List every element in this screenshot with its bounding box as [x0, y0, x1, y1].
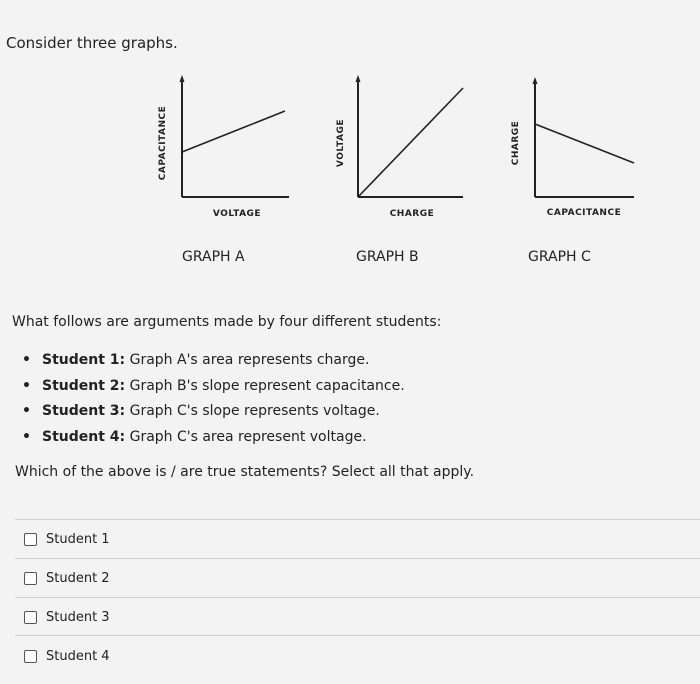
student-label: Student 4: — [42, 428, 126, 445]
option-label: Student 1 — [46, 532, 110, 547]
option-student-4[interactable] — [24, 649, 110, 664]
graph-c-y-arrow — [533, 77, 538, 84]
checkbox[interactable] — [24, 650, 37, 663]
student-label: Student 2: — [42, 377, 126, 394]
option-student-2[interactable] — [24, 571, 110, 586]
graph-b-xlabel: CHARGE — [389, 209, 435, 219]
intro-text: Consider three graphs. — [6, 34, 178, 52]
graph-c — [511, 77, 634, 218]
checkbox[interactable] — [24, 533, 37, 546]
arguments-list — [22, 348, 405, 450]
divider — [15, 597, 700, 598]
student-label: Student 1: — [42, 352, 126, 368]
bullet: • — [22, 403, 31, 419]
divider — [15, 635, 700, 636]
argument-text: Graph C's slope represents voltage. — [129, 403, 380, 419]
option-student-3[interactable] — [24, 610, 110, 625]
graph-a-title: GRAPH A — [182, 249, 245, 265]
option-label: Student 2 — [46, 571, 110, 586]
graph-a-ylabel: CAPACITANCE — [158, 105, 168, 181]
argument-text: Graph B's slope represent capacitance. — [129, 377, 405, 394]
argument-item — [22, 425, 405, 451]
checkbox[interactable] — [24, 572, 37, 585]
graph-a-y-arrow — [180, 75, 185, 82]
graph-c-title: GRAPH C — [528, 249, 591, 265]
divider — [15, 558, 700, 559]
divider — [15, 519, 700, 520]
argument-item — [22, 374, 405, 400]
graph-c-xlabel: CAPACITANCE — [546, 208, 622, 218]
bullet: • — [22, 352, 31, 368]
graph-a — [158, 75, 289, 219]
graph-b-ylabel: VOLTAGE — [336, 118, 346, 168]
checkbox[interactable] — [24, 611, 37, 624]
bullet: • — [22, 428, 31, 445]
graph-b — [336, 75, 463, 219]
graph-a-xlabel: VOLTAGE — [212, 209, 262, 219]
option-label: Student 3 — [46, 610, 110, 625]
prompt-text: Which of the above is / are true statements? Select all that apply. — [15, 464, 475, 480]
argument-text: Graph C's area represent voltage. — [129, 428, 367, 445]
argument-item — [22, 348, 405, 374]
graph-b-title: GRAPH B — [356, 249, 419, 265]
option-student-1[interactable] — [24, 532, 110, 547]
student-label: Student 3: — [42, 403, 126, 419]
option-label: Student 4 — [46, 649, 110, 664]
graph-b-line — [358, 88, 463, 197]
bullet: • — [22, 377, 31, 394]
argument-item — [22, 399, 405, 425]
graph-c-ylabel: CHARGE — [511, 120, 521, 166]
graph-c-line — [535, 124, 634, 163]
graph-a-line — [182, 111, 285, 152]
graph-b-y-arrow — [356, 75, 361, 82]
question-text: What follows are arguments made by four different students: — [12, 314, 442, 330]
graphs-figure — [0, 0, 700, 245]
argument-text: Graph A's area represents charge. — [129, 352, 370, 368]
